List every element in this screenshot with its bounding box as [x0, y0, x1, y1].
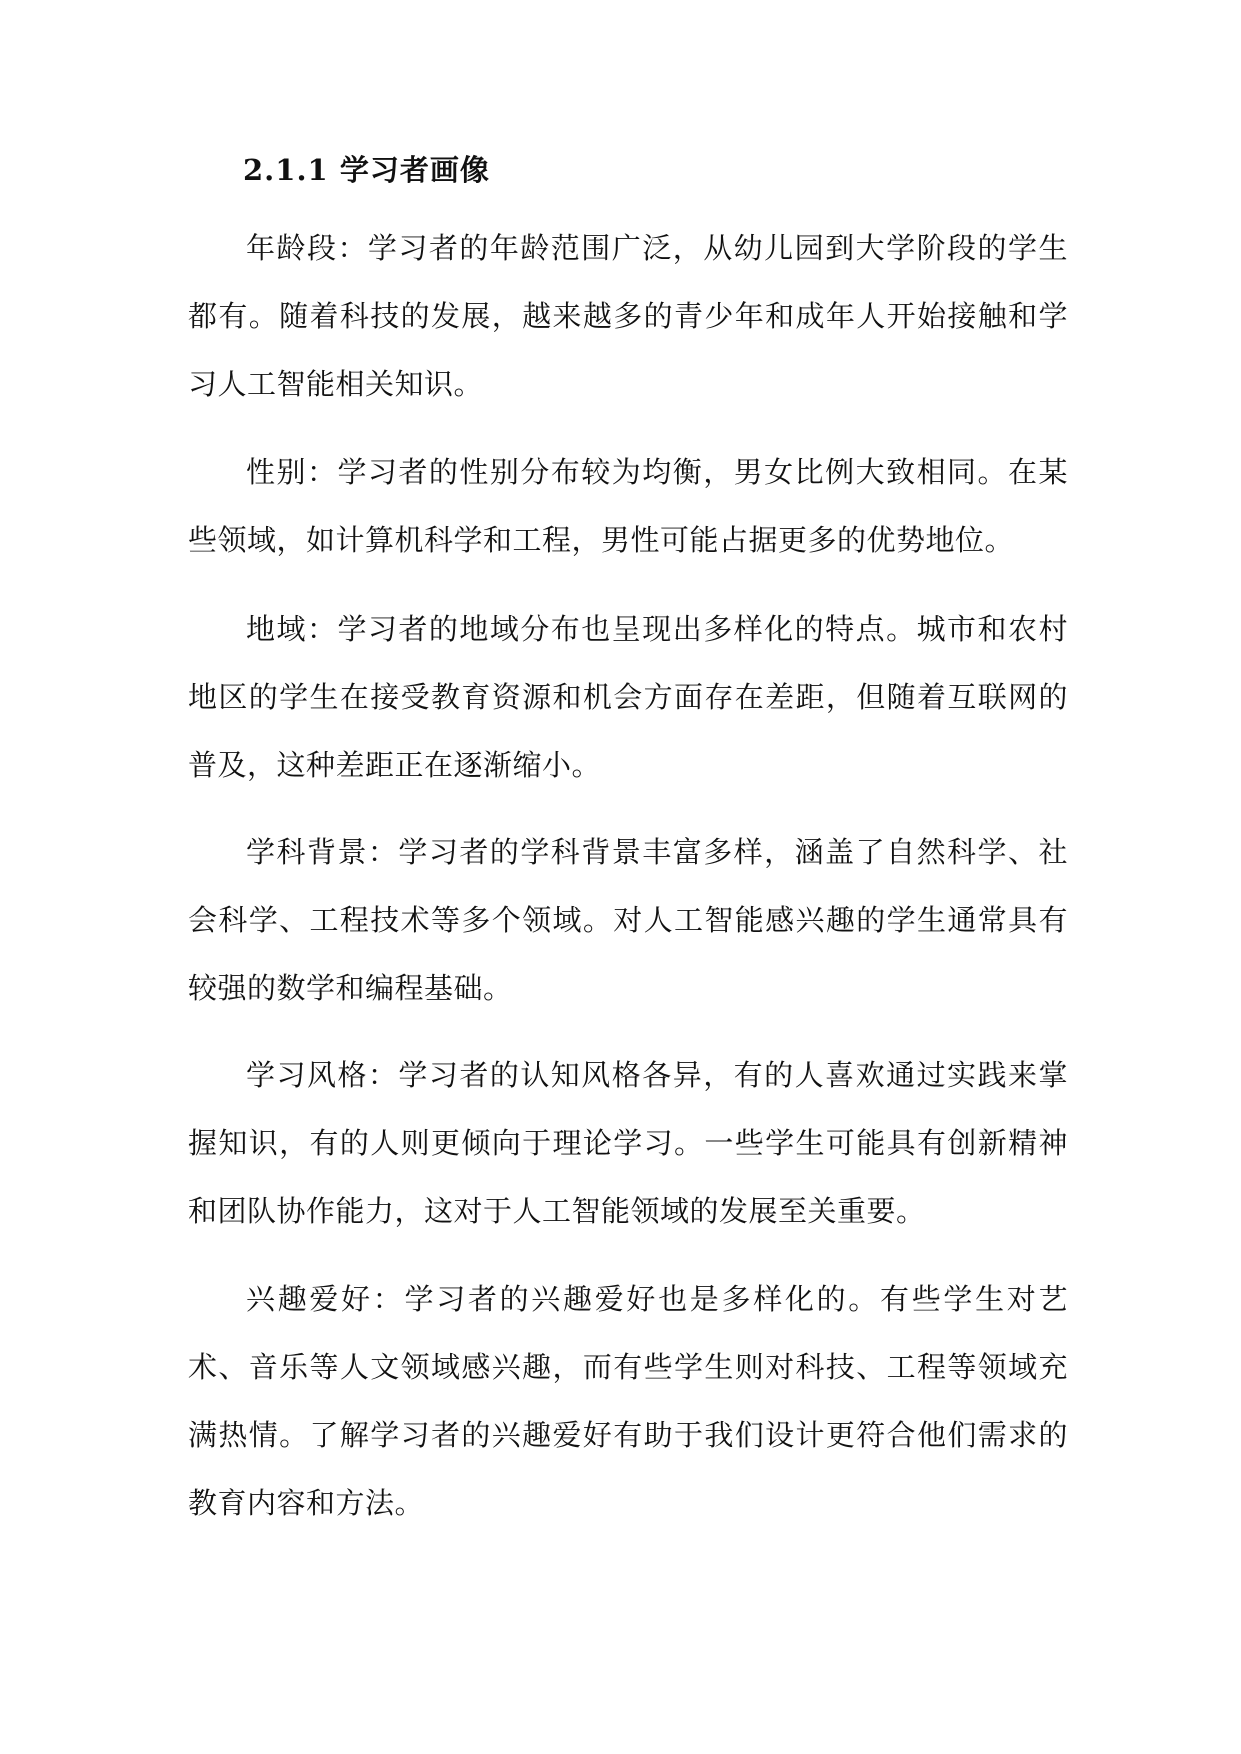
paragraph-region: 地域：学习者的地域分布也呈现出多样化的特点。城市和农村地区的学生在接受教育资源和机会方面存在差距，但随着互联网的普及，这种差距正在逐渐缩小。	[188, 612, 1068, 782]
paragraph-interests: 兴趣爱好：学习者的兴趣爱好也是多样化的。有些学生对艺术、音乐等人文领域感兴趣，而有些学生则对科技、工程等领域充满热情。了解学习者的兴趣爱好有助于我们设计更符合他们需求的教育内容和方法。	[188, 1282, 1068, 1520]
paragraph-gender: 性别：学习者的性别分布较为均衡，男女比例大致相同。在某些领域，如计算机科学和工程，男性可能占据更多的优势地位。	[188, 455, 1068, 557]
paragraph-discipline: 学科背景：学习者的学科背景丰富多样，涵盖了自然科学、社会科学、工程技术等多个领域。对人工智能感兴趣的学生通常具有较强的数学和编程基础。	[188, 835, 1068, 1005]
paragraph-learning-style: 学习风格：学习者的认知风格各异，有的人喜欢通过实践来掌握知识，有的人则更倾向于理论学习。一些学生可能具有创新精神和团队协作能力，这对于人工智能领域的发展至关重要。	[188, 1058, 1068, 1228]
section-heading: 2.1.1 学习者画像	[243, 153, 490, 187]
paragraph-age: 年龄段：学习者的年龄范围广泛，从幼儿园到大学阶段的学生都有。随着科技的发展，越来越多的青少年和成年人开始接触和学习人工智能相关知识。	[188, 231, 1068, 401]
